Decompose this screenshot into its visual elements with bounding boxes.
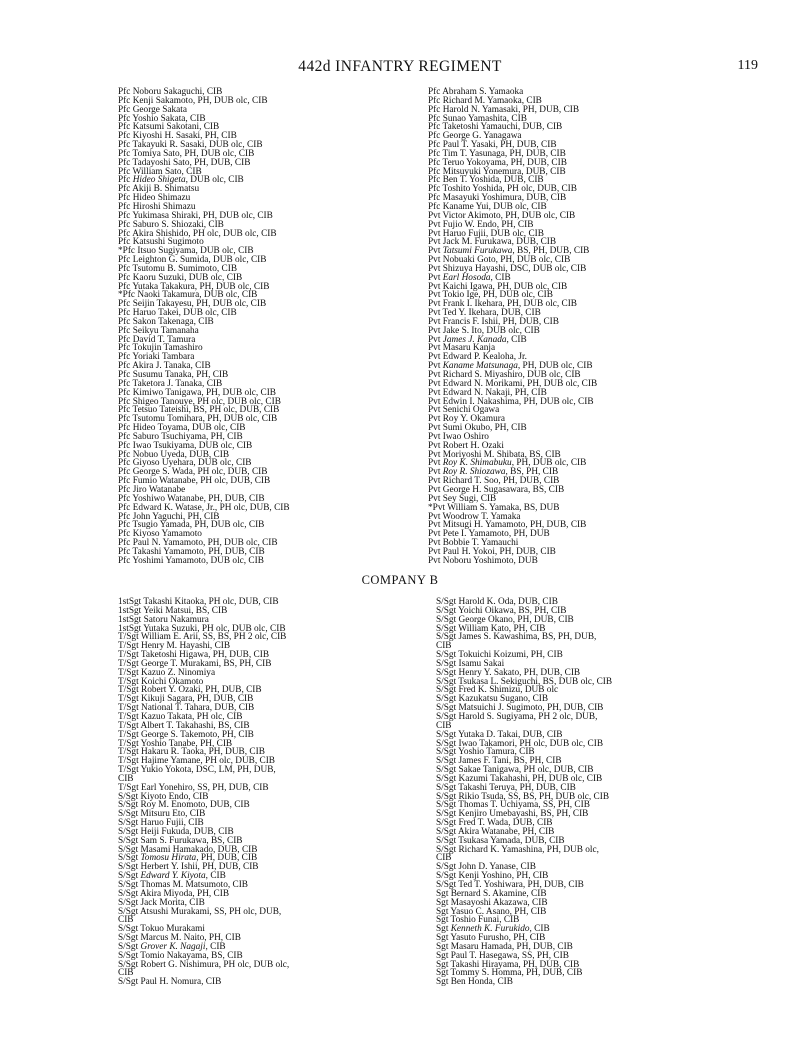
roster-entry: Pvt Shizuya Hayashi, DSC, DUB olc, CIB [428, 263, 587, 274]
roster-entry: Pfc Yukimasa Shiraki, PH, DUB olc, CIB [118, 210, 273, 221]
roster-entry: S/Sgt Isamu Sakai [436, 658, 505, 669]
roster-entry: Pfc Kiyoso Yamamoto [118, 529, 202, 540]
roster-entry: Pfc Hideo Shimazu [118, 193, 191, 204]
roster-entry: T/Sgt Koichi Okamoto [118, 676, 204, 687]
roster-entry: Pfc Sunao Yamashita, CIB [428, 113, 527, 124]
roster-entry: S/Sgt Richard K. Yamashina, PH, DUB olc, [436, 844, 599, 855]
roster-entry: Pfc Giyoso Uyehara, DUB olc, CIB [118, 458, 252, 469]
roster-entry: Pfc Tsutomu Tomihara, PH, DUB olc, CIB [118, 414, 278, 425]
roster-entry: CIB [436, 641, 452, 652]
roster-entry: Pvt Noboru Yoshimoto, DUB [428, 555, 538, 566]
roster-entry: Sgt Yasuo C. Asano, PH, CIB [436, 906, 547, 917]
roster-entry: CIB [118, 915, 134, 926]
roster-entry: T/Sgt William E. Arii, SS, BS, PH 2 olc, CIB [118, 632, 287, 643]
roster-entry: S/Sgt Henry Y. Sakato, PH, DUB, CIB [436, 667, 581, 678]
roster-entry: T/Sgt George T. Murakami, BS, PH, CIB [118, 658, 272, 669]
roster-entry: S/Sgt Haruo Fujii, CIB [118, 818, 204, 829]
roster-entry: T/Sgt Kazuo Z. Ninomiya [118, 667, 216, 678]
roster-entry: Sgt Toshio Funai, CIB [436, 915, 520, 926]
roster-entry: Pvt Paul H. Yokoi, PH, DUB, CIB [428, 546, 556, 557]
roster-entry: 1stSgt Satoru Nakamura [118, 614, 209, 625]
roster-entry: Pfc Iwao Tsukiyama, DUB olc, CIB [118, 440, 253, 451]
roster-entry: Pvt Edward P. Kealoha, Jr. [428, 352, 527, 363]
roster-entry: Pfc Leighton G. Sumida, DUB olc, CIB [118, 255, 267, 266]
roster-entry: CIB [118, 773, 134, 784]
roster-entry: S/Sgt Tomosu Hirata, PH, DUB, CIB [118, 853, 258, 864]
roster-entry: T/Sgt Robert Y. Ozaki, PH, DUB, CIB [118, 685, 262, 696]
roster-entry: S/Sgt Rikio Tsuda, SS, BS, PH, DUB olc, CIB [436, 791, 610, 802]
roster-entry: Pvt Nobuaki Goto, PH, DUB olc, CIB [428, 255, 571, 266]
roster-entry: Pvt Moriyoshi M. Shibata, BS, CIB [428, 449, 561, 460]
roster-entry: Pfc Katsushi Sugimoto [118, 237, 204, 248]
roster-entry: Pfc Kimiwo Tanigawa, PH, DUB olc, CIB [118, 387, 276, 398]
roster-entry: Pfc Jiro Watanabe [118, 484, 186, 495]
roster-entry: Pvt Edward N. Nakaji, PH, CIB [428, 387, 547, 398]
roster-entry: Pfc Taketora J. Tanaka, CIB [118, 378, 223, 389]
roster-entry: S/Sgt Grover K. Nagaji, CIB [118, 941, 226, 952]
roster-entry: Pfc Akiji B. Shimatsu [118, 184, 200, 195]
roster-entry: S/Sgt Akira Watanabe, PH, CIB [436, 826, 555, 837]
roster-entry: Pvt Edwin I. Nakashima, PH, DUB olc, CIB [428, 396, 594, 407]
roster-entry: S/Sgt Masami Hamakado, DUB, CIB [118, 844, 258, 855]
roster-entry: Pvt Woodrow T. Yamaka [428, 511, 521, 522]
roster-entry: Pvt Fujio W. Endo, PH, CIB [428, 219, 534, 230]
roster-entry: Pfc David T. Tamura [118, 334, 196, 345]
roster-entry: S/Sgt Thomas M. Matsumoto, CIB [118, 880, 249, 890]
roster-entry: Pfc Tim T. Yasunaga, PH, DUB, CIB [428, 148, 566, 159]
roster-entry: T/Sgt Taketoshi Higawa, PH, DUB, CIB [118, 650, 270, 661]
roster-entry: S/Sgt Tsukasa Yamada, DUB, CIB [436, 835, 565, 846]
roster-entry: Pfc Masayuki Yoshimura, DUB, CIB [428, 193, 567, 204]
roster-entry: S/Sgt Harold K. Oda, DUB, CIB [436, 597, 558, 607]
roster-entry: Pfc Akira Shishido, PH olc, DUB olc, CIB [118, 228, 277, 239]
roster-entry: T/Sgt Yoshio Tanabe, PH, CIB [118, 738, 233, 749]
roster-entry: S/Sgt Harold S. Sugiyama, PH 2 olc, DUB, [436, 711, 598, 722]
roster-entry: Pfc Seijin Takayesu, PH, DUB olc, CIB [118, 299, 267, 310]
roster-entry: Pfc Harold N. Yamasaki, PH, DUB, CIB [428, 104, 580, 115]
roster-entry: *Pvt William S. Yamaka, BS, DUB [428, 502, 560, 513]
roster-entry: Pvt Senichi Ogawa [428, 405, 500, 416]
roster-entry: Pfc Mitsuyuki Yonemura, DUB, CIB [428, 166, 566, 177]
roster-entry: Pfc Noboru Sakaguchi, CIB [118, 87, 223, 97]
roster-entry: 1stSgt Takashi Kitaoka, PH olc, DUB, CIB [118, 597, 279, 607]
roster-entry: Pfc Yoshiwo Watanabe, PH, DUB, CIB [118, 493, 265, 504]
roster-entry: S/Sgt James S. Kawashima, BS, PH, DUB, [436, 632, 597, 643]
roster-entry: 1stSgt Yutaka Suzuki, PH olc, DUB olc, CIB [118, 623, 286, 634]
roster-entry: S/Sgt Iwao Takamori, PH olc, DUB olc, CIB [436, 738, 604, 749]
roster-entry: S/Sgt Yutaka D. Takai, DUB, CIB [436, 729, 563, 740]
roster-entry: Pfc Katsumi Sakotani, CIB [118, 122, 220, 133]
roster-entry: T/Sgt Albert T. Takahashi, BS, CIB [118, 720, 250, 731]
roster-entry: S/Sgt Atsushi Murakami, SS, PH olc, DUB, [118, 906, 282, 917]
roster-entry: Pvt Robert H. Ozaki [428, 440, 504, 451]
roster-entry: Pfc Richard M. Yamaoka, CIB [428, 95, 542, 106]
roster-entry: T/Sgt Henry M. Hayashi, CIB [118, 641, 231, 652]
roster-entry: Pfc Hideo Shigeta, DUB olc, CIB [118, 175, 244, 186]
roster-entry: Pfc George G. Yanagawa [428, 131, 522, 142]
roster-entry: Pfc Toshito Yoshida, PH olc, DUB, CIB [428, 184, 577, 195]
roster-entry: Pvt Kaname Matsunaga, PH, DUB olc, CIB [428, 361, 593, 372]
roster-entry: S/Sgt Heiji Fukuda, DUB, CIB [118, 826, 234, 837]
roster-entry: S/Sgt Roy M. Enomoto, DUB, CIB [118, 800, 250, 811]
roster-entry: Sgt Masayoshi Akazawa, CIB [436, 897, 548, 908]
roster-entry: S/Sgt Kazukatsu Sugano, CIB [436, 694, 549, 705]
roster-entry: Pvt Richard S. Miyashiro, DUB olc, CIB [428, 370, 581, 380]
page-header [0, 58, 800, 78]
roster-entry: S/Sgt George Okano, PH, DUB, CIB [436, 614, 574, 625]
page-title: 442d INFANTRY REGIMENT [298, 58, 502, 75]
roster-entry: Pfc Takashi Yamamoto, PH, DUB, CIB [118, 546, 265, 557]
roster-entry: Pfc Hideo Toyama, DUB olc, CIB [118, 423, 246, 434]
roster-entry: Pvt Victor Akimoto, PH, DUB olc, CIB [428, 210, 576, 221]
roster-entry: Pfc Yoshimi Yamamoto, DUB olc, CIB [118, 555, 264, 566]
roster-entry: Pfc Tadayoshi Sato, PH, DUB, CIB [118, 157, 251, 168]
roster-entry: Pfc Yoshio Sakata, CIB [118, 113, 206, 124]
roster-entry: *Pfc Naoki Takamura, DUB olc, CIB [118, 290, 258, 301]
roster-entry: S/Sgt Akira Miyoda, PH, CIB [118, 888, 230, 899]
roster-entry: Pfc Tokujin Tamashiro [118, 343, 203, 354]
roster-entry: Pvt Francis F. Ishii, PH, DUB, CIB [428, 316, 559, 327]
roster-entry: Pfc Hiroshi Shimazu [118, 201, 196, 212]
roster-entry: Pvt Roy Y. Okamura [428, 414, 505, 425]
roster-entry: Pfc Teruo Yokoyama, PH, DUB, CIB [428, 157, 567, 168]
roster-entry: T/Sgt Yukio Yokota, DSC, LM, PH, DUB, [118, 765, 276, 776]
roster-entry: S/Sgt James F. Tani, BS, PH, CIB [436, 756, 562, 767]
roster-entry: Pvt Bobbie T. Yamauchi [428, 538, 519, 549]
roster-entry: S/Sgt Kenji Yoshino, PH, CIB [436, 871, 549, 882]
roster-entry: S/Sgt Kazumi Takahashi, PH, DUB olc, CIB [436, 773, 603, 784]
roster-entry: Pvt Masaru Kanja [428, 343, 496, 354]
roster-entry: Pfc Abraham S. Yamaoka [428, 87, 524, 97]
roster-entry: S/Sgt Marcus M. Naito, PH, CIB [118, 933, 241, 944]
roster-entry: T/Sgt Earl Yonehiro, SS, PH, DUB, CIB [118, 782, 269, 793]
roster-entry: Pvt James J. Kanada, CIB [428, 334, 527, 345]
roster-entry: Pvt Frank I. Ikehara, PH, DUB olc, CIB [428, 299, 577, 310]
roster-entry: Sgt Bernard S. Akamine, CIB [436, 888, 547, 899]
roster-entry: Pvt Pete I. Yamamoto, PH, DUB [428, 529, 550, 540]
roster-entry: Pvt Roy K. Shimabuku, PH, DUB olc, CIB [428, 458, 587, 469]
roster-entry: Pfc Yoriaki Tambara [118, 352, 195, 363]
roster-entry: Pfc George Sakata [118, 104, 188, 115]
roster-entry: Pvt Haruo Fujii, DUB olc, CIB [428, 228, 544, 239]
section-heading-company-b: COMPANY B [361, 573, 439, 587]
roster-entry: Pfc Tomiya Sato, PH, DUB olc, CIB [118, 148, 255, 159]
roster-entry: T/Sgt Kikuji Sagara, PH, DUB, CIB [118, 694, 254, 705]
roster-entry: S/Sgt Tomio Nakayama, BS, CIB [118, 950, 243, 961]
roster-entry: Pfc John Yaguchi, PH, CIB [118, 511, 220, 522]
roster-entry: Pvt Earl Hosoda, CIB [428, 272, 511, 283]
page-number: 119 [737, 58, 758, 73]
roster-entry: S/Sgt William Kato, PH, CIB [436, 623, 546, 634]
roster-entry: Sgt Kenneth K. Furukido, CIB [436, 924, 550, 935]
roster-entry: S/Sgt Robert G. Nishimura, PH olc, DUB olc, [118, 959, 290, 970]
roster-entry: S/Sgt Takashi Teruya, PH, DUB, CIB [436, 782, 576, 793]
roster-entry: S/Sgt Thomas T. Uchiyama, SS, PH, CIB [436, 800, 590, 811]
roster-entry: S/Sgt Matsuichi J. Sugimoto, PH, DUB, CIB [436, 703, 604, 714]
roster-entry: Pvt Richard T. Soo, PH, DUB, CIB [428, 476, 560, 487]
roster-entry: CIB [118, 968, 134, 979]
roster-entry: Pvt Roy R. Shiozawa, BS, PH, CIB [428, 467, 559, 478]
roster-entry: Pfc Kenji Sakamoto, PH, DUB olc, CIB [118, 95, 268, 106]
roster-column-right-bottom [436, 598, 612, 987]
roster-entry: Pfc Taketoshi Yamauchi, DUB, CIB [428, 122, 563, 133]
roster-entry: S/Sgt Tokuichi Koizumi, PH, CIB [436, 650, 563, 661]
roster-entry: S/Sgt Mitsuru Eto, CIB [118, 809, 206, 820]
roster-entry: Pvt George H. Sugasawara, BS, CIB [428, 484, 565, 495]
roster-entry: Pfc Yutaka Takakura, PH, DUB olc, CIB [118, 281, 270, 292]
roster-entry: S/Sgt Kenjiro Umebayashi, BS, PH, CIB [436, 809, 589, 820]
roster-entry: T/Sgt George S. Takemoto, PH, CIB [118, 729, 254, 740]
roster-entry: Sgt Yasuto Furusho, PH, CIB [436, 933, 546, 944]
roster-entry: Pfc Nobuo Uyeda, DUB, CIB [118, 449, 230, 460]
roster-entry: Sgt Tommy S. Homma, PH, DUB, CIB [436, 968, 583, 979]
roster-entry: Pvt Sumi Okubo, PH, CIB [428, 423, 527, 434]
roster-entry: Pfc Ben T. Yoshida, DUB, CIB [428, 175, 544, 186]
roster-entry: Sgt Ben Honda, CIB [436, 977, 513, 988]
roster-entry: T/Sgt Hajime Yamane, PH olc, DUB, CIB [118, 756, 276, 767]
roster-column-left-top [118, 88, 290, 566]
roster-entry: Pvt Tokio Ige, PH, DUB olc, CIB [428, 290, 553, 301]
roster-entry: S/Sgt Kiyoto Endo, CIB [118, 791, 209, 802]
roster-entry: Pfc Shigeo Tanouye, PH olc, DUB olc, CIB [118, 396, 281, 407]
roster-entry: Pfc Kiyoshi H. Sasaki, PH, CIB [118, 131, 237, 142]
roster-entry: Sgt Masaru Hamada, PH, DUB, CIB [436, 941, 573, 952]
roster-entry: Pfc Sakon Takenaga, CIB [118, 316, 214, 327]
roster-entry: Pvt Sey Sugi, CIB [428, 493, 497, 504]
roster-entry: Pvt Tatsumi Furukawa, BS, PH, DUB, CIB [428, 246, 590, 257]
roster-entry: Sgt Takashi Hirayama, PH, DUB, CIB [436, 959, 580, 970]
roster-entry: S/Sgt Herbert Y. Ishii, PH, DUB, CIB [118, 862, 259, 873]
roster-entry: S/Sgt Tsukasa L. Sekiguchi, BS, DUB olc, CIB [436, 676, 613, 687]
roster-entry: Sgt Paul T. Hasegawa, SS, PH, CIB [436, 950, 569, 961]
roster-entry: S/Sgt Yoichi Oikawa, BS, PH, CIB [436, 605, 567, 616]
roster-entry: S/Sgt John D. Yanase, CIB [436, 862, 536, 873]
roster-entry: Pvt Ted Y. Ikehara, DUB, CIB [428, 308, 541, 319]
roster-entry: S/Sgt Edward Y. Kiyota, CIB [118, 871, 226, 882]
roster-entry: Pvt Jake S. Ito, DUB olc, CIB [428, 325, 540, 336]
roster-entry: Pfc Saburo Tsuchiyama, PH, CIB [118, 431, 243, 442]
roster-entry: Pfc Paul N. Yamamoto, PH, DUB olc, CIB [118, 538, 278, 549]
roster-entry: T/Sgt Kazuo Takata, PH olc, CIB [118, 711, 243, 722]
roster-entry: S/Sgt Sam S. Furukawa, BS, CIB [118, 835, 243, 846]
roster-entry: T/Sgt National T. Tahara, DUB, CIB [118, 703, 255, 714]
roster-column-left-bottom [118, 598, 289, 987]
roster-entry: Pfc Tsugio Yamada, PH, DUB olc, CIB [118, 520, 265, 531]
roster-entry: Pfc Susumu Tanaka, PH, CIB [118, 370, 229, 380]
roster-entry: S/Sgt Fred K. Shimizu, DUB olc [436, 685, 559, 696]
roster-entry: Pfc Fumio Watanabe, PH olc, DUB, CIB [118, 476, 271, 487]
roster-entry: Pfc Paul T. Yasaki, PH, DUB, CIB [428, 140, 557, 151]
roster-entry: Pfc Takayuki R. Sasaki, DUB olc, CIB [118, 140, 263, 151]
roster-entry: *Pfc Itsuo Sugiyama, DUB olc, CIB [118, 246, 254, 257]
roster-entry: Pfc Kaname Yui, DUB olc, CIB [428, 201, 547, 212]
roster-entry: Pfc Tetsuo Tateishi, BS, PH olc, DUB, CIB [118, 405, 280, 416]
roster-entry: S/Sgt Paul H. Nomura, CIB [118, 977, 222, 988]
roster-entry: Pvt Mitsugi H. Yamamoto, PH, DUB, CIB [428, 520, 587, 531]
roster-entry: Pfc Tsutomu B. Sumimoto, CIB [118, 263, 238, 274]
roster-entry: S/Sgt Tokuo Murakami [118, 924, 205, 935]
roster-entry: Pvt Edward N. Morikami, PH, DUB olc, CIB [428, 378, 598, 389]
roster-entry: Pvt Iwao Oshiro [428, 431, 489, 442]
roster-entry: Pfc Saburo S. Shiozaki, CIB [118, 219, 224, 230]
roster-entry: T/Sgt Hakaru R. Taoka, PH, DUB, CIB [118, 747, 265, 758]
roster-entry: CIB [436, 720, 452, 731]
roster-entry: CIB [436, 853, 452, 864]
roster-entry: S/Sgt Yoshio Tamura, CIB [436, 747, 535, 758]
roster-entry: S/Sgt Ted T. Yoshiwara, PH, DUB, CIB [436, 880, 584, 890]
roster-entry: Pfc Haruo Takei, DUB olc, CIB [118, 308, 237, 319]
roster-entry: Pfc William Sato, CIB [118, 166, 202, 177]
roster-entry: S/Sgt Fred T. Wada, DUB, CIB [436, 818, 553, 829]
roster-entry: Pfc Akira J. Tanaka, CIB [118, 361, 211, 372]
roster-entry: Pfc Kaoru Suzuki, DUB olc, CIB [118, 272, 243, 283]
roster-entry: Pfc Edward K. Watase, Jr., PH olc, DUB, CIB [118, 502, 290, 513]
roster-entry: Pvt Jack M. Furukawa, DUB, CIB [428, 237, 557, 248]
roster-entry: S/Sgt Sakae Tanigawa, PH olc, DUB, CIB [436, 765, 594, 776]
roster-entry: S/Sgt Jack Morita, CIB [118, 897, 205, 908]
roster-entry: 1stSgt Yeiki Matsui, BS, CIB [118, 605, 228, 616]
roster-entry: Pfc George S. Wada, PH olc, DUB, CIB [118, 467, 268, 478]
roster-entry: Pvt Kaichi Igawa, PH, DUB olc, CIB [428, 281, 568, 292]
roster-column-right-top [428, 88, 597, 566]
roster-entry: Pfc Seikyu Tamanaha [118, 325, 199, 336]
